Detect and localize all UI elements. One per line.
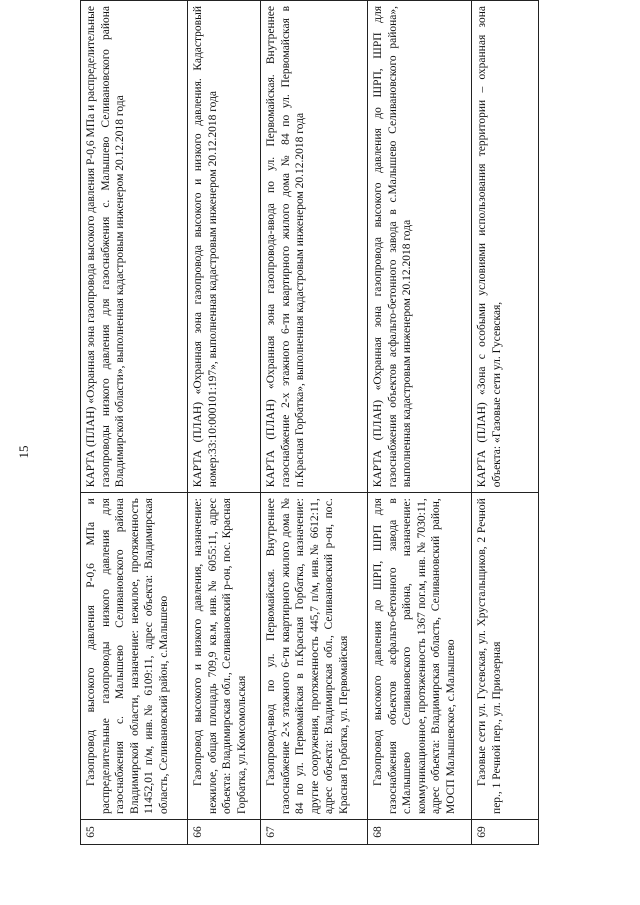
row-number: 66 [188, 819, 261, 844]
row-number: 67 [261, 819, 368, 844]
rotated-page-content [80, 0, 590, 845]
document-description: КАРТА (ПЛАН) «Охранная зона газопровода высокого давления до ШРП, ШРП для газоснабжения объектов асфальто-бетонного завода в с.Малышево Селивановского района», выполненная кадастровым инженером 20.12.2018 года [368, 1, 472, 493]
table-row [81, 1, 188, 845]
document-description: КАРТА (ПЛАН) «Зона с особыми условиями использования территории – охранная зона объекта: «Газовые сети ул. Гусевская, [472, 1, 539, 493]
page-number: 15 [16, 445, 31, 459]
registry-table [80, 0, 539, 845]
object-description: Газовые сети ул. Гусевская, ул. Хрустальщиков, 2 Речной пер., 1 Речной пер., ул. Приозерная [472, 493, 539, 820]
row-number: 69 [472, 819, 539, 844]
document-description: КАРТА (ПЛАН) «Охранная зона газопровода высокого и низкого давления. Кадастровый номер:33:10:000101:197», выполненная кадастровым инженером 20.12.2018 года [188, 1, 261, 493]
row-number: 65 [81, 819, 188, 844]
document-description: КАРТА (ПЛАН) «Охранная зона газопровода-ввода по ул. Первомайская. Внутреннее газоснабжение 2-х этажного 6-ти квартирного жилого дома № 84 по ул. Первомайская в п.Красная Горбатка», выполненная кадастровым инженером 20.12.2018 года [261, 1, 368, 493]
table-row [368, 1, 472, 845]
object-description: Газопровод высокого и низкого давления, назначение: нежилое, общая площадь 709,9 кв.м, инв.№ 6055:11, адрес объекта: Владимирская обл., Селивановский р-он, пос. Красная Горбатка, ул.Комсомольская [188, 493, 261, 820]
table-row [472, 1, 539, 845]
document-description: КАРТА (ПЛАН) «Охранная зона газопровода высокого давления Р-0,6 МПа и распределительные газопроводы низкого давления для газоснабжения с. Малышево Селивановского района Владимирской области», выполненная кадастровым инженером 20.12.2018 года [81, 1, 188, 493]
table-row [188, 1, 261, 845]
row-number: 68 [368, 819, 472, 844]
table-row [261, 1, 368, 845]
object-description: Газопровод-ввод по ул. Первомайская. Внутреннее газоснабжение 2-х этажного 6-ти квартирного жилого дома № 84 по ул. Первомайская в п.Красная Горбатка, назначение: другие сооружения, протяженность 445,7 п/м, инв.№ 6612:11, адрес объекта: Владимирская обл., Селивановский р-он, пос. Красная Горбатка, ул. Первомайская [261, 493, 368, 820]
object-description: Газопровод высокого давления до ШРП, ШРП для газоснабжения объектов асфальто-бетонного завода в с.Малышево Селивановского района, назначение: коммуникационное, протяженность 1367 пог.м, инв. № 7030:11, адрес объекта: Владимирская область, Селивановский район, МОСП Малышевское, с.Малышево [368, 493, 472, 820]
object-description: Газопровод высокого давления Р-0,6 МПа и распределительные газопроводы низкого давления для газоснабжения с. Малышево Селивановского района Владимирской области, назначение: нежилое, протяженность 11452,01 п/м, инв.№ 6109:11, адрес объекта: Владимирская область, Селивановский район, с.Малышево [81, 493, 188, 820]
